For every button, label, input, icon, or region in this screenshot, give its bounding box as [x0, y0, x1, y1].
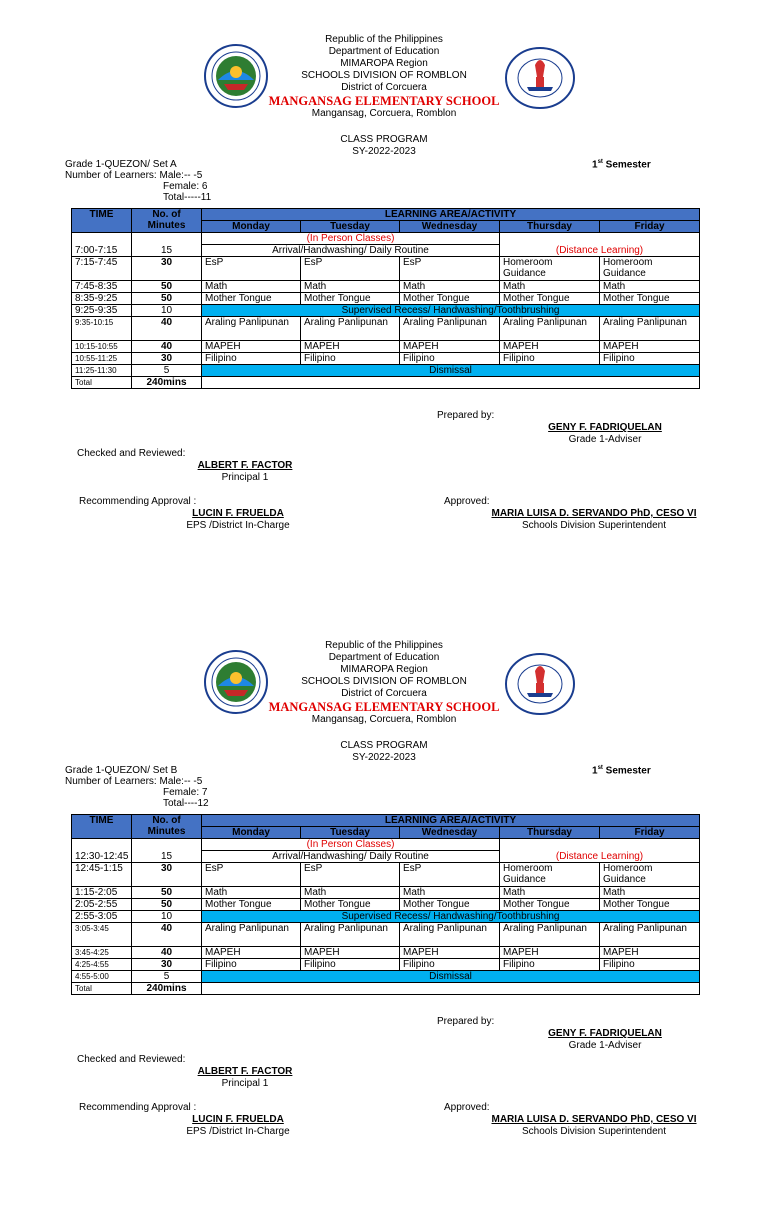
sds-signature: [480, 508, 708, 532]
distance-label: (Distance Learning): [500, 233, 700, 257]
time-cell: 7:15-7:45: [72, 257, 132, 281]
subject-cell: Math: [600, 887, 700, 899]
table-row: [72, 377, 700, 389]
school-year: SY-2022-2023: [352, 752, 416, 763]
subject-cell: Filipino: [202, 353, 301, 365]
subject-cell: Math: [202, 887, 301, 899]
minutes-cell: 50: [132, 281, 202, 293]
dismissal-row: Dismissal: [202, 365, 700, 377]
prepared-label: Prepared by:: [437, 1016, 495, 1027]
adviser-signature: [530, 1028, 680, 1052]
program-title: [0, 134, 768, 158]
subject-cell: Araling Panlipunan: [202, 317, 301, 341]
subject-cell: Filipino: [600, 353, 700, 365]
subject-cell: Math: [500, 281, 600, 293]
approved-label: Approved:: [444, 1102, 490, 1113]
minutes-cell: 40: [132, 317, 202, 341]
subject-cell: EsP: [400, 863, 500, 887]
table-row: [72, 257, 700, 281]
sds-name: MARIA LUISA D. SERVANDO PhD, CESO VI: [491, 508, 697, 519]
schedule-table: [71, 208, 700, 389]
time-cell: 12:30-12:45: [72, 839, 132, 863]
subject-cell: MAPEH: [600, 341, 700, 353]
table-row: [72, 839, 700, 851]
time-cell: 1:15-2:05: [72, 887, 132, 899]
class-program-page-set-b: [0, 606, 768, 1212]
day-thursday: Thursday: [500, 827, 600, 839]
header-line: MIMAROPA Region: [340, 58, 428, 69]
principal-name: ALBERT F. FACTOR: [197, 1066, 293, 1077]
time-cell: 2:55-3:05: [72, 911, 132, 923]
school-address: Mangansag, Corcuera, Romblon: [311, 108, 457, 119]
in-person-label: (In Person Classes): [202, 233, 500, 245]
sds-title: Schools Division Superintendent: [522, 1126, 666, 1137]
subject-cell: Mother Tongue: [500, 899, 600, 911]
principal-signature: [170, 1066, 320, 1090]
total-minutes: 240mins: [132, 377, 202, 389]
prepared-label: Prepared by:: [437, 410, 495, 421]
learners-total: Total-----11: [163, 192, 212, 203]
subject-cell: Homeroom Guidance: [600, 863, 700, 887]
time-cell: 4:25-4:55: [72, 959, 132, 971]
time-cell: 10:15-10:55: [72, 341, 132, 353]
day-monday: Monday: [202, 827, 301, 839]
minutes-cell: 30: [132, 959, 202, 971]
time-cell: 11:25-11:30: [72, 365, 132, 377]
header-line: MIMAROPA Region: [340, 664, 428, 675]
table-row: [72, 365, 700, 377]
table-row: [72, 911, 700, 923]
col-time: TIME: [72, 815, 132, 839]
table-row: [72, 959, 700, 971]
eps-signature: [163, 1114, 313, 1138]
subject-cell: Filipino: [301, 959, 400, 971]
schedule-table: [71, 814, 700, 995]
col-time: TIME: [72, 209, 132, 233]
minutes-cell: 15: [132, 233, 202, 257]
minutes-cell: 5: [132, 365, 202, 377]
table-row: [72, 923, 700, 947]
table-row: [72, 341, 700, 353]
time-cell: 2:05-2:55: [72, 899, 132, 911]
table-row: [72, 899, 700, 911]
subject-cell: Math: [600, 281, 700, 293]
minutes-cell: 30: [132, 863, 202, 887]
col-minutes: No. of Minutes: [132, 815, 202, 839]
subject-cell: Filipino: [500, 353, 600, 365]
header-line: SCHOOLS DIVISION OF ROMBLON: [301, 676, 467, 687]
total-label: Total: [72, 377, 132, 389]
header-line: District of Corcuera: [341, 688, 427, 699]
subject-cell: Mother Tongue: [500, 293, 600, 305]
subject-cell: Math: [202, 281, 301, 293]
day-friday: Friday: [600, 827, 700, 839]
header-line: Department of Education: [328, 652, 440, 663]
total-label: Total: [72, 983, 132, 995]
recess-row: Supervised Recess/ Handwashing/Toothbrushing: [202, 911, 700, 923]
header-line: Republic of the Philippines: [325, 640, 443, 651]
recommending-label: Recommending Approval :: [79, 1102, 197, 1113]
day-wednesday: Wednesday: [400, 827, 500, 839]
adviser-title: Grade 1-Adviser: [568, 1040, 642, 1051]
adviser-name: GENY F. FADRIQUELAN: [548, 1028, 662, 1039]
eps-title: EPS /District In-Charge: [186, 520, 290, 531]
subject-cell: Araling Panlipunan: [500, 923, 600, 947]
school-name: MANGANSAG ELEMENTARY SCHOOL: [268, 700, 500, 714]
col-learning-area: LEARNING AREA/ACTIVITY: [202, 815, 700, 827]
subject-cell: Araling Panlipunan: [600, 317, 700, 341]
principal-title: Principal 1: [221, 472, 269, 483]
sds-name: MARIA LUISA D. SERVANDO PhD, CESO VI: [491, 1114, 697, 1125]
approved-label: Approved:: [444, 496, 490, 507]
subject-cell: Mother Tongue: [400, 293, 500, 305]
subject-cell: EsP: [301, 863, 400, 887]
header-line: Republic of the Philippines: [325, 34, 443, 45]
subject-cell: Math: [301, 281, 400, 293]
subject-cell: Mother Tongue: [600, 293, 700, 305]
table-row: [72, 305, 700, 317]
day-wednesday: Wednesday: [400, 221, 500, 233]
time-cell: 3:05-3:45: [72, 923, 132, 947]
subject-cell: MAPEH: [400, 947, 500, 959]
subject-cell: Mother Tongue: [301, 899, 400, 911]
arrival-routine: Arrival/Handwashing/ Daily Routine: [202, 851, 500, 863]
table-row: [72, 293, 700, 305]
grade-section: Grade 1-QUEZON/ Set A: [65, 159, 177, 170]
time-cell: 12:45-1:15: [72, 863, 132, 887]
time-cell: 7:00-7:15: [72, 233, 132, 257]
learners-male: Number of Learners: Male:-- -5: [65, 776, 203, 787]
header-line: Department of Education: [328, 46, 440, 57]
semester: 1st Semester: [592, 159, 651, 171]
eps-name: LUCIN F. FRUELDA: [192, 1114, 284, 1125]
in-person-label: (In Person Classes): [202, 839, 500, 851]
subject-cell: MAPEH: [301, 947, 400, 959]
adviser-signature: [530, 422, 680, 446]
title: CLASS PROGRAM: [340, 740, 428, 751]
learners-female: Female: 7: [163, 787, 208, 798]
school-address: Mangansag, Corcuera, Romblon: [311, 714, 457, 725]
minutes-cell: 10: [132, 305, 202, 317]
subject-cell: Filipino: [400, 959, 500, 971]
table-row: [72, 233, 700, 245]
learners-female: Female: 6: [163, 181, 208, 192]
distance-label: (Distance Learning): [500, 839, 700, 863]
minutes-cell: 10: [132, 911, 202, 923]
subject-cell: Filipino: [600, 959, 700, 971]
title: CLASS PROGRAM: [340, 134, 428, 145]
subject-cell: EsP: [202, 863, 301, 887]
day-monday: Monday: [202, 221, 301, 233]
subject-cell: Filipino: [400, 353, 500, 365]
time-cell: 10:55-11:25: [72, 353, 132, 365]
subject-cell: Araling Panlipunan: [600, 923, 700, 947]
principal-title: Principal 1: [221, 1078, 269, 1089]
minutes-cell: 40: [132, 923, 202, 947]
adviser-name: GENY F. FADRIQUELAN: [548, 422, 662, 433]
semester: 1st Semester: [592, 765, 651, 777]
subject-cell: Homeroom Guidance: [500, 257, 600, 281]
class-info: [65, 159, 211, 203]
subject-cell: Mother Tongue: [400, 899, 500, 911]
col-minutes: No. of Minutes: [132, 209, 202, 233]
subject-cell: Araling Panlipunan: [400, 923, 500, 947]
minutes-cell: 30: [132, 353, 202, 365]
empty-cell: [202, 377, 700, 389]
day-friday: Friday: [600, 221, 700, 233]
eps-title: EPS /District In-Charge: [186, 1126, 290, 1137]
table-header-row: [72, 815, 700, 827]
minutes-cell: 15: [132, 839, 202, 863]
subject-cell: MAPEH: [400, 341, 500, 353]
subject-cell: Mother Tongue: [301, 293, 400, 305]
subject-cell: Math: [301, 887, 400, 899]
time-cell: 8:35-9:25: [72, 293, 132, 305]
minutes-cell: 40: [132, 341, 202, 353]
minutes-cell: 40: [132, 947, 202, 959]
checked-label: Checked and Reviewed:: [77, 448, 186, 459]
time-cell: 9:35-10:15: [72, 317, 132, 341]
subject-cell: EsP: [400, 257, 500, 281]
subject-cell: Araling Panlipunan: [500, 317, 600, 341]
learners-total: Total----12: [163, 798, 209, 809]
subject-cell: MAPEH: [301, 341, 400, 353]
minutes-cell: 5: [132, 971, 202, 983]
subject-cell: Araling Panlipunan: [202, 923, 301, 947]
grade-section: Grade 1-QUEZON/ Set B: [65, 765, 178, 776]
school-year: SY-2022-2023: [352, 146, 416, 157]
arrival-routine: Arrival/Handwashing/ Daily Routine: [202, 245, 500, 257]
table-row: [72, 281, 700, 293]
adviser-title: Grade 1-Adviser: [568, 434, 642, 445]
header-line: District of Corcuera: [341, 82, 427, 93]
col-learning-area: LEARNING AREA/ACTIVITY: [202, 209, 700, 221]
subject-cell: Filipino: [301, 353, 400, 365]
time-cell: 9:25-9:35: [72, 305, 132, 317]
minutes-cell: 50: [132, 887, 202, 899]
time-cell: 4:55-5:00: [72, 971, 132, 983]
subject-cell: Mother Tongue: [202, 293, 301, 305]
subject-cell: Filipino: [202, 959, 301, 971]
eps-name: LUCIN F. FRUELDA: [192, 508, 284, 519]
table-row: [72, 863, 700, 887]
time-cell: 7:45-8:35: [72, 281, 132, 293]
minutes-cell: 30: [132, 257, 202, 281]
subject-cell: Math: [400, 887, 500, 899]
principal-name: ALBERT F. FACTOR: [197, 460, 293, 471]
subject-cell: EsP: [301, 257, 400, 281]
subject-cell: MAPEH: [202, 341, 301, 353]
eps-signature: [163, 508, 313, 532]
time-cell: 3:45-4:25: [72, 947, 132, 959]
table-row: [72, 887, 700, 899]
subject-cell: MAPEH: [500, 947, 600, 959]
subject-cell: Araling Panlipunan: [301, 317, 400, 341]
subject-cell: EsP: [202, 257, 301, 281]
subject-cell: Math: [500, 887, 600, 899]
checked-label: Checked and Reviewed:: [77, 1054, 186, 1065]
table-row: [72, 947, 700, 959]
dismissal-row: Dismissal: [202, 971, 700, 983]
minutes-cell: 50: [132, 899, 202, 911]
sds-title: Schools Division Superintendent: [522, 520, 666, 531]
sds-signature: [480, 1114, 708, 1138]
subject-cell: MAPEH: [500, 341, 600, 353]
subject-cell: MAPEH: [600, 947, 700, 959]
table-row: [72, 971, 700, 983]
minutes-cell: 50: [132, 293, 202, 305]
day-thursday: Thursday: [500, 221, 600, 233]
empty-cell: [202, 983, 700, 995]
recommending-label: Recommending Approval :: [79, 496, 197, 507]
subject-cell: Math: [400, 281, 500, 293]
subject-cell: Araling Panlipunan: [400, 317, 500, 341]
subject-cell: Homeroom Guidance: [500, 863, 600, 887]
school-name: MANGANSAG ELEMENTARY SCHOOL: [268, 94, 500, 108]
header-line: SCHOOLS DIVISION OF ROMBLON: [301, 70, 467, 81]
day-tuesday: Tuesday: [301, 221, 400, 233]
total-minutes: 240mins: [132, 983, 202, 995]
subject-cell: Mother Tongue: [202, 899, 301, 911]
subject-cell: Araling Panlipunan: [301, 923, 400, 947]
table-header-row: [72, 209, 700, 221]
recess-row: Supervised Recess/ Handwashing/Toothbrushing: [202, 305, 700, 317]
document-header: [0, 640, 768, 726]
document-header: [0, 34, 768, 120]
table-row: [72, 983, 700, 995]
table-row: [72, 317, 700, 341]
learners-male: Number of Learners: Male:-- -5: [65, 170, 203, 181]
principal-signature: [170, 460, 320, 484]
table-row: [72, 353, 700, 365]
subject-cell: Mother Tongue: [600, 899, 700, 911]
class-info: [65, 765, 209, 809]
subject-cell: Filipino: [500, 959, 600, 971]
subject-cell: MAPEH: [202, 947, 301, 959]
subject-cell: Homeroom Guidance: [600, 257, 700, 281]
day-tuesday: Tuesday: [301, 827, 400, 839]
program-title: [0, 740, 768, 764]
